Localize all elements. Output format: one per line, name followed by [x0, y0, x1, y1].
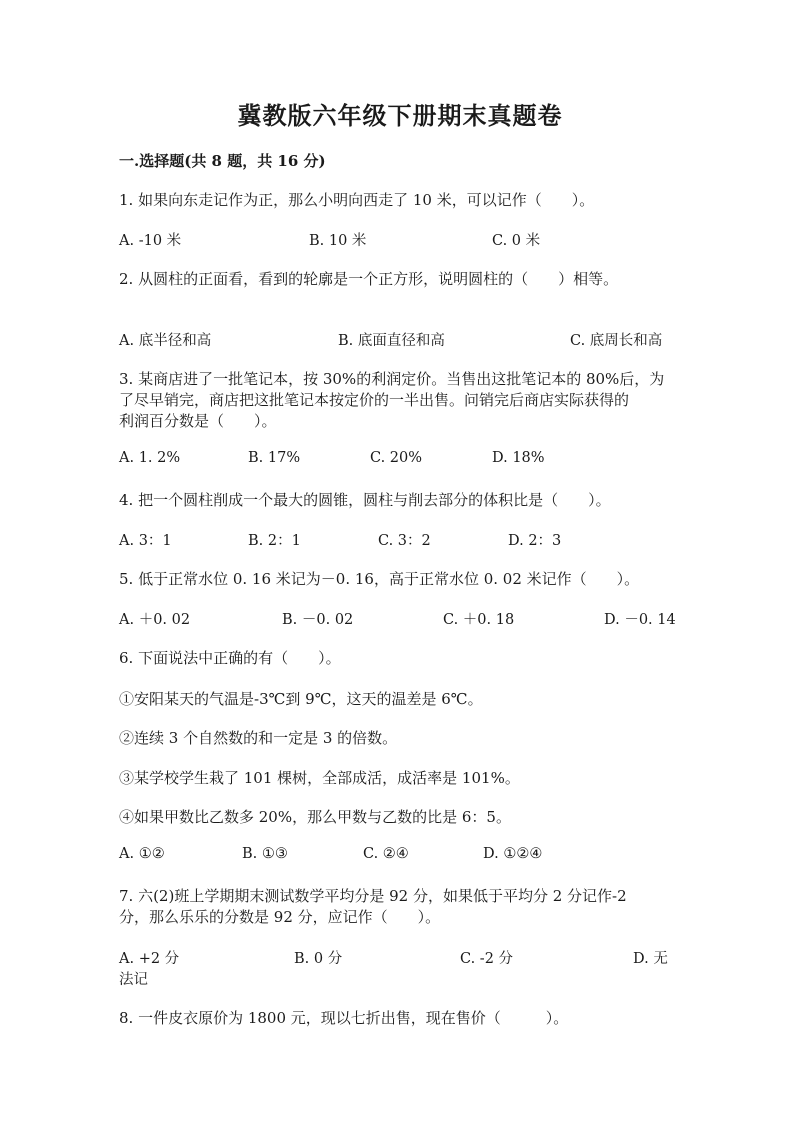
- q3-option-c: C. 20%: [370, 450, 423, 466]
- q3-option-a: A. 1. 2%: [119, 450, 181, 466]
- q7-option-b: B. 0 分: [294, 951, 343, 967]
- q6-statement-2: ②连续 3 个自然数的和一定是 3 的倍数。: [119, 729, 398, 747]
- q6-option-b: B. ①③: [242, 846, 288, 862]
- q6-statement-4: ④如果甲数比乙数多 20%，那么甲数与乙数的比是 6：5。: [119, 808, 511, 826]
- question-3-line-3: 利润百分数是（ ）。: [119, 412, 277, 430]
- q4-option-c: C. 3：2: [378, 533, 431, 549]
- question-8: 8. 一件皮衣原价为 1800 元，现以七折出售，现在售价（ ）。: [119, 1009, 569, 1027]
- question-6: 6. 下面说法中正确的有（ ）。: [119, 649, 341, 667]
- question-1: 1. 如果向东走记作为正，那么小明向西走了 10 米，可以记作（ ）。: [119, 191, 595, 209]
- question-7-line-2: 分，那么乐乐的分数是 92 分，应记作（ ）。: [119, 908, 441, 926]
- question-2: 2. 从圆柱的正面看，看到的轮廓是一个正方形，说明圆柱的（ ）相等。: [119, 270, 619, 288]
- q1-option-b: B. 10 米: [309, 233, 367, 249]
- q5-option-d: D. －0. 14: [604, 612, 676, 628]
- q2-option-c: C. 底周长和高: [570, 333, 663, 349]
- q5-option-c: C. ＋0. 18: [443, 612, 515, 628]
- q7-option-c: C. -2 分: [460, 951, 514, 967]
- section-heading: 一.选择题(共 8 题，共 16 分): [119, 152, 326, 170]
- q1-option-a: A. -10 米: [119, 233, 182, 249]
- question-5: 5. 低于正常水位 0. 16 米记为－0. 16，高于正常水位 0. 02 米记作（ ）。: [119, 570, 640, 588]
- q4-option-b: B. 2：1: [248, 533, 301, 549]
- q4-option-d: D. 2：3: [508, 533, 562, 549]
- question-3-line-1: 3. 某商店进了一批笔记本，按 30%的利润定价。当售出这批笔记本的 80%后，为: [119, 370, 665, 388]
- q7-option-d: D. 无: [633, 951, 668, 967]
- q3-option-b: B. 17%: [248, 450, 301, 466]
- q2-option-b: B. 底面直径和高: [338, 333, 445, 349]
- question-4: 4. 把一个圆柱削成一个最大的圆锥，圆柱与削去部分的体积比是（ ）。: [119, 491, 611, 509]
- q3-option-d: D. 18%: [492, 450, 545, 466]
- q4-option-a: A. 3：1: [119, 533, 172, 549]
- q6-statement-1: ①安阳某天的气温是-3℃到 9℃，这天的温差是 6℃。: [119, 690, 483, 708]
- q5-option-a: A. ＋0. 02: [119, 612, 191, 628]
- q6-option-d: D. ①②④: [483, 846, 543, 862]
- q7-option-a: A. +2 分: [119, 951, 180, 967]
- question-7-line-1: 7. 六(2)班上学期期末测试数学平均分是 92 分，如果低于平均分 2 分记作-2: [119, 887, 627, 905]
- q6-statement-3: ③某学校学生栽了 101 棵树，全部成活，成活率是 101%。: [119, 769, 520, 787]
- q5-option-b: B. －0. 02: [282, 612, 354, 628]
- q2-option-a: A. 底半径和高: [119, 333, 212, 349]
- q6-option-c: C. ②④: [363, 846, 409, 862]
- question-3-line-2: 了尽早销完，商店把这批笔记本按定价的一半出售。问销完后商店实际获得的: [119, 391, 630, 409]
- page-title: 冀教版六年级下册期末真题卷: [237, 101, 563, 130]
- q7-option-d-wrap: 法记: [119, 972, 148, 988]
- q6-option-a: A. ①②: [119, 846, 165, 862]
- q1-option-c: C. 0 米: [492, 233, 541, 249]
